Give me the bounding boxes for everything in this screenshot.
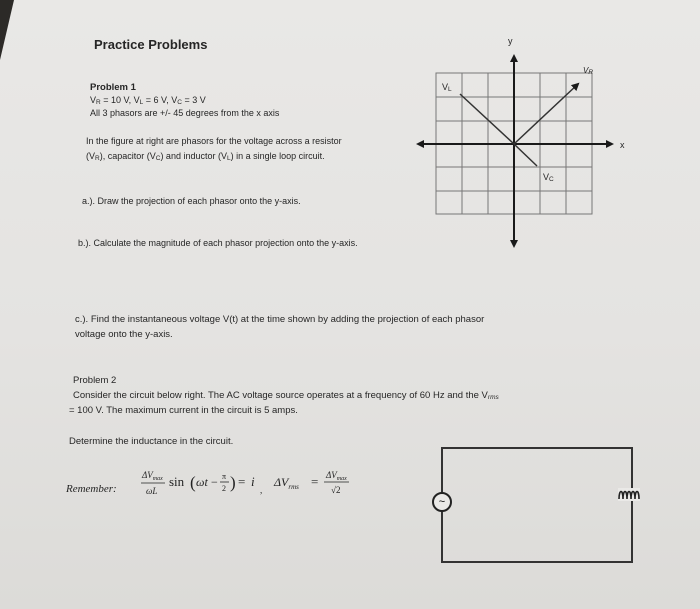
y-axis-label: y (508, 36, 513, 46)
problem1-description-line1: In the figure at right are phasors for the voltage across a resistor (86, 136, 342, 146)
svg-text:i: i (251, 474, 255, 489)
inductor-coil-icon (618, 488, 640, 501)
svg-text:=: = (238, 474, 246, 489)
svg-text:ΔVmax: $\Delta V_{max}$ (326, 470, 347, 482)
circuit-loop (441, 447, 633, 563)
svg-text:π: π (222, 472, 227, 481)
remember-formula (138, 466, 368, 506)
x-axis-label: x (620, 140, 625, 150)
svg-text:ΔVmax: $\Delta V_{max}$ (142, 470, 163, 482)
vc-label: VC (543, 172, 554, 183)
problem2-heading: Problem 2 (73, 375, 117, 386)
vr-label: VR (583, 66, 594, 76)
vc-phasor (514, 144, 537, 166)
vl-label: VL (442, 82, 452, 93)
svg-text:=: = (311, 474, 319, 489)
remember-label: Remember: (66, 483, 117, 495)
svg-text:sin: sin (169, 474, 185, 489)
svg-text:−: − (211, 475, 218, 489)
svg-text:√2: √2 (331, 485, 341, 495)
part-b-text: b.). Calculate the magnitude of each phasor projection onto the y-axis. (78, 238, 358, 248)
svg-text:(: ( (190, 473, 196, 492)
phasor-angle-note: All 3 phasors are +/- 45 degrees from the x axis (90, 108, 280, 118)
part-a-text: a.). Draw the projection of each phasor onto the y-axis. (82, 196, 301, 206)
svg-text:ωt: ωt (196, 475, 208, 489)
svg-text:ΔVrms: $\Delta V_{rms}$ (274, 475, 299, 491)
part-c-line2: voltage onto the y-axis. (75, 329, 173, 340)
page-title: Practice Problems (94, 37, 208, 52)
svg-text:ωL: ωL (146, 486, 158, 496)
problem2-question: Determine the inductance in the circuit. (69, 436, 234, 447)
vr-phasor (514, 84, 578, 144)
ac-source-icon: ~ (432, 492, 452, 512)
vl-phasor (460, 94, 514, 144)
svg-text:,: , (260, 485, 263, 495)
problem2-line1: Consider the circuit below right. The AC voltage source operates at a frequency of 60 Hz and the Vrms (73, 390, 499, 401)
problem1-description-line2: (VR), capacitor (VC) and inductor (VL) in a single loop circuit. (86, 151, 325, 162)
problem1-heading: Problem 1 (90, 82, 136, 93)
svg-text:2: 2 (222, 484, 226, 493)
part-c-line1: c.). Find the instantaneous voltage V(t) at the time shown by adding the projection of each phasor (75, 314, 485, 325)
svg-text:): ) (230, 473, 236, 492)
problem1-given-values: VR = 10 V, VL = 6 V, VC = 3 V (90, 95, 206, 106)
problem2-line2: = 100 V. The maximum current in the circuit is 5 amps. (69, 405, 298, 416)
